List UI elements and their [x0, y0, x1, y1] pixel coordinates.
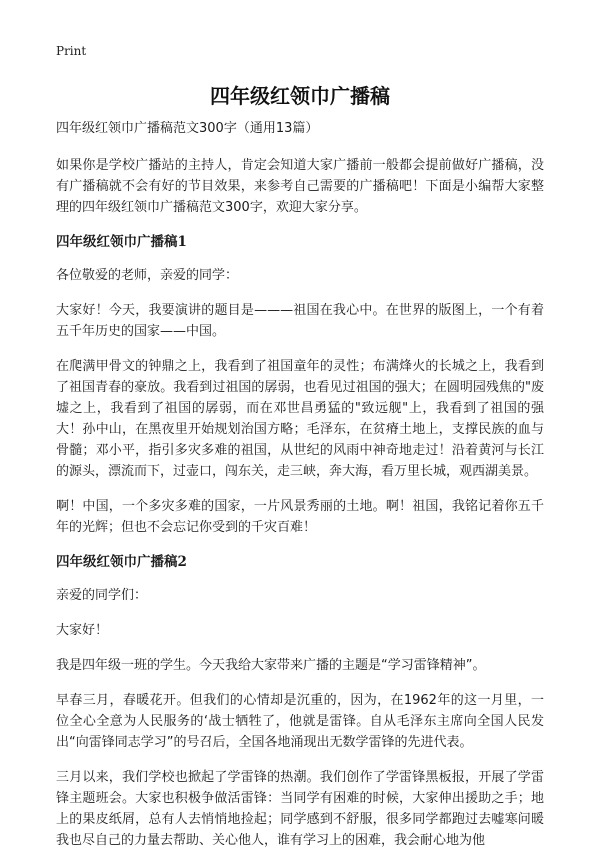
print-link[interactable]: Print — [56, 44, 87, 58]
paragraph: 各位敬爱的老师，亲爱的同学： — [56, 268, 239, 283]
paragraph: 在爬满甲骨文的钟鼎之上，我看到了祖国童年的灵性；布满烽火的长城之上，我看到了祖国青春的豪放。我看到过祖国的孱弱，也看见过祖国的强大；在圆明园残焦的"废墟之上，我看到了祖国的孱弱，而在邓世昌勇猛的"致远舰"上，我看到了祖国的强大！孙中山，在黑夜里开始规划治国方略；毛泽东，在贫瘠土地上，支撑民族的血与骨髓；邓小平，指引多灾多难的祖国，从世纪的风雨中神奇地走过！沿着黄河与长江的源头，漂流而下，过壶口，闯东关，走三峡，奔大海，看万里长城，观西湖美景。 — [56, 359, 544, 479]
paragraph: 早春三月，春暖花开。但我们的心情却是沉重的，因为，在1962年的这一月里，一位全心全意为人民服务的‘战士牺牲了，他就是雷锋。自从毛泽东主席向全国人民发出“向雷锋同志学习”的号召后，全国各地涌现出无数学雷锋的先进代表。 — [56, 693, 544, 750]
paragraph: 啊！中国，一个多灾多难的国家，一片风景秀丽的土地。啊！祖国，我铭记着你五千年的光辉；但也不会忘记你受到的千灾百难！ — [56, 499, 544, 535]
section-heading-2: 四年级红领巾广播稿2 — [56, 554, 187, 570]
intro-paragraph: 如果你是学校广播站的主持人，肯定会知道大家广播前一般都会提前做好广播稿，没有广播稿就不会有好的节目效果，来参考自己需要的广播稿吧！下面是小编帮大家整理的四年级红领巾广播稿范文300字，欢迎大家分享。 — [56, 158, 544, 215]
article-body — [56, 118, 544, 865]
paragraph: 大家好！ — [56, 623, 109, 638]
section-heading-1: 四年级红领巾广播稿1 — [56, 234, 187, 250]
paragraph: 亲爱的同学们： — [56, 588, 148, 603]
page-title: 四年级红领巾广播稿 — [210, 84, 390, 108]
paragraph: 三月以来，我们学校也掀起了学雷锋的热潮。我们创作了学雷锋黑板报，开展了学雷锋主题班会。大家也积极争做活雷锋：当同学有困难的时候，大家伸出援助之手；地上的果皮纸屑，总有人去悄悄地捡起；同学感到不舒服，很多同学都跑过去嘘寒问暖我也尽自己的力量去帮助、关心他人，谁有学习上的困难，我会耐心地为他 — [56, 770, 544, 848]
article-subtitle: 四年级红领巾广播稿范文300字（通用13篇） — [56, 121, 319, 136]
paragraph: 我是四年级一班的学生。今天我给大家带来广播的主题是“学习雷锋精神”。 — [56, 658, 486, 673]
paragraph: 大家好！今天，我要演讲的题目是———祖国在我心中。在世界的版图上，一个有着五千年历史的国家——中国。 — [56, 303, 544, 339]
